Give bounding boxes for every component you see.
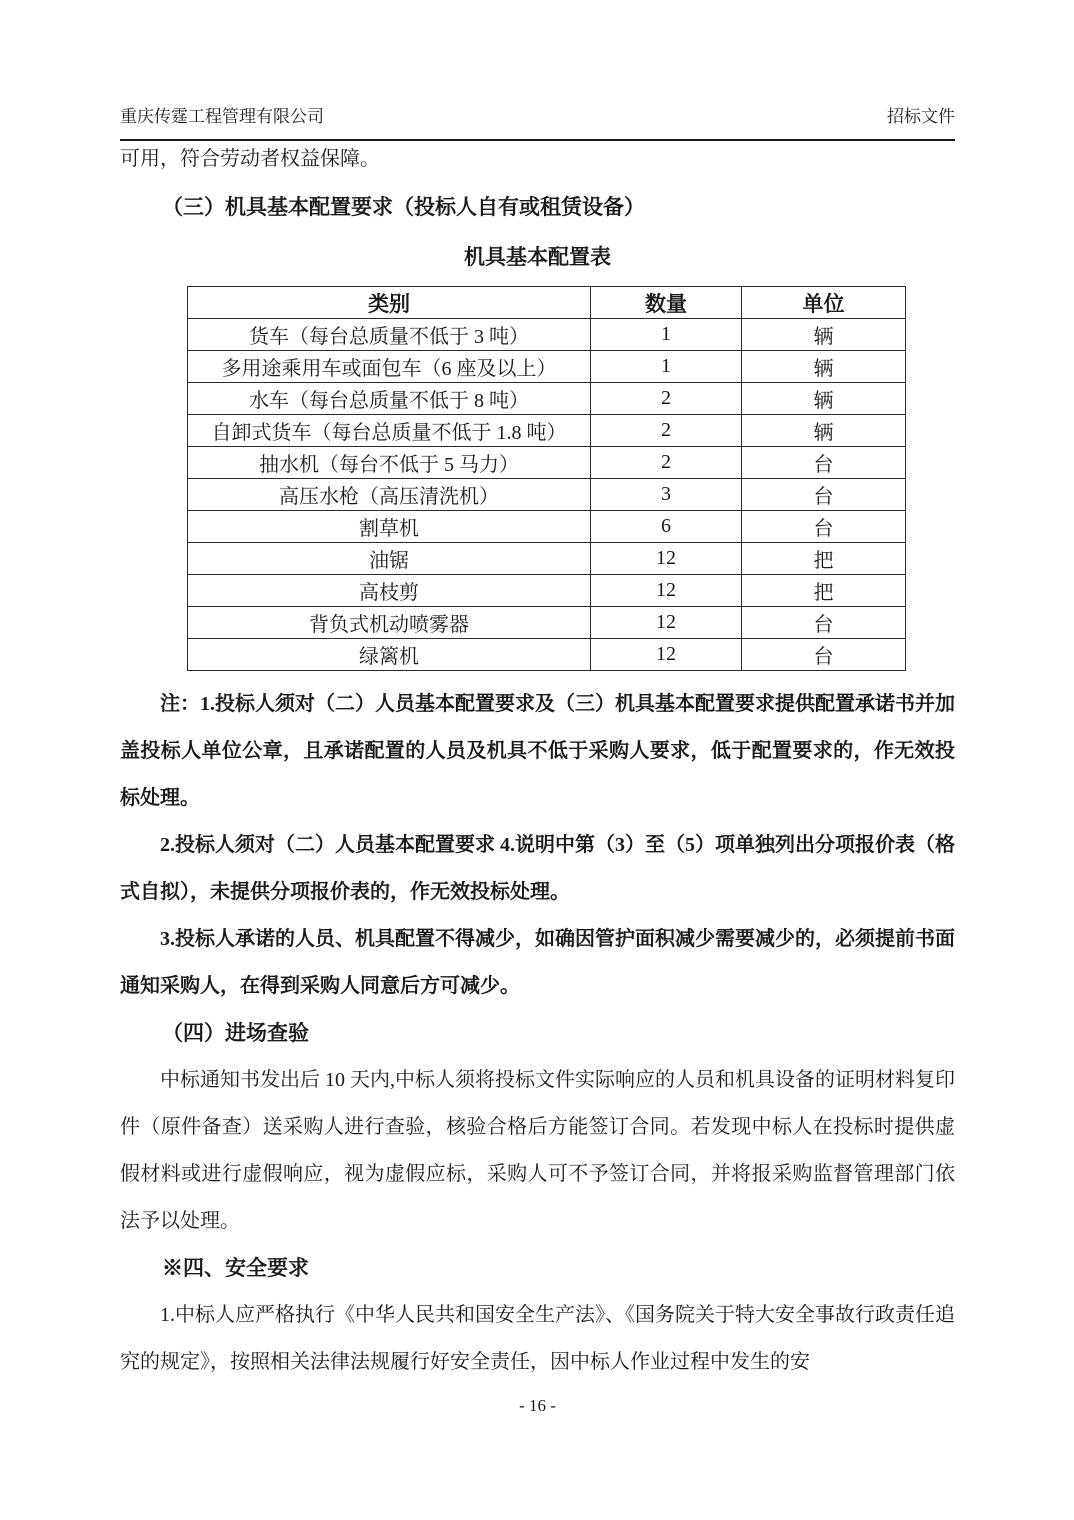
equipment-table — [187, 286, 906, 671]
quantity-cell: 12 — [591, 639, 742, 671]
section3-heading: （三）机具基本配置要求（投标人自有或租赁设备） — [162, 195, 645, 219]
page-header — [120, 104, 955, 130]
category-cell: 背负式机动喷雾器 — [188, 607, 591, 639]
unit-cell: 台 — [742, 639, 906, 671]
category-cell: 高压水枪（高压清洗机） — [188, 479, 591, 511]
table-row — [188, 415, 906, 447]
carryover-paragraph: 可用，符合劳动者权益保障。 — [120, 148, 380, 170]
column-header-unit: 单位 — [742, 287, 906, 319]
table-row — [188, 319, 906, 351]
category-cell: 货车（每台总质量不低于 3 吨） — [188, 319, 591, 351]
category-cell: 自卸式货车（每台总质量不低于 1.8 吨） — [188, 415, 591, 447]
unit-cell: 辆 — [742, 415, 906, 447]
unit-cell: 台 — [742, 607, 906, 639]
quantity-cell: 2 — [591, 447, 742, 479]
quantity-cell: 12 — [591, 543, 742, 575]
table-row — [188, 479, 906, 511]
unit-cell: 台 — [742, 511, 906, 543]
section4-paragraph: 中标通知书发出后 10 天内,中标人须将投标文件实际响应的人员和机具设备的证明材料复印件（原件备查）送采购人进行查验，核验合格后方能签订合同。若发现中标人在投标时提供虚假材料或进行虚假响应，视为虚假应标，采购人可不予签订合同，并将报采购监督管理部门依法予以处理。 — [120, 1069, 955, 1232]
table-row — [188, 447, 906, 479]
unit-cell: 辆 — [742, 319, 906, 351]
quantity-cell: 6 — [591, 511, 742, 543]
table-row — [188, 383, 906, 415]
category-cell: 多用途乘用车或面包车（6 座及以上） — [188, 351, 591, 383]
unit-cell: 把 — [742, 543, 906, 575]
column-header-category: 类别 — [188, 287, 591, 319]
note-2: 2.投标人须对（二）人员基本配置要求 4.说明中第（3）至（5）项单独列出分项报价表（格式自拟），未提供分项报价表的，作无效投标处理。 — [120, 834, 955, 903]
equipment-table-body — [188, 319, 906, 671]
category-cell: 抽水机（每台不低于 5 马力） — [188, 447, 591, 479]
quantity-cell: 2 — [591, 383, 742, 415]
table-row — [188, 607, 906, 639]
table-row — [188, 639, 906, 671]
quantity-cell: 1 — [591, 351, 742, 383]
safety-section-heading: ※四、安全要求 — [162, 1256, 309, 1280]
document-type-label: 招标文件 — [887, 107, 955, 126]
unit-cell: 辆 — [742, 351, 906, 383]
safety-section-paragraph: 1.中标人应严格执行《中华人民共和国安全生产法》、《国务院关于特大安全事故行政责任追究的规定》，按照相关法律法规履行好安全责任，因中标人作业过程中发生的安 — [120, 1304, 955, 1373]
column-header-quantity: 数量 — [591, 287, 742, 319]
table-row — [188, 575, 906, 607]
equipment-table-title: 机具基本配置表 — [464, 245, 611, 269]
quantity-cell: 1 — [591, 319, 742, 351]
company-name: 重庆传霆工程管理有限公司 — [120, 107, 324, 126]
category-cell: 油锯 — [188, 543, 591, 575]
category-cell: 绿篱机 — [188, 639, 591, 671]
note-1: 注：1.投标人须对（二）人员基本配置要求及（三）机具基本配置要求提供配置承诺书并加盖投标人单位公章，且承诺配置的人员及机具不低于采购人要求，低于配置要求的，作无效投标处理。 — [120, 693, 955, 809]
notes-and-sections — [120, 681, 955, 1386]
unit-cell: 把 — [742, 575, 906, 607]
category-cell: 水车（每台总质量不低于 8 吨） — [188, 383, 591, 415]
quantity-cell: 3 — [591, 479, 742, 511]
unit-cell: 台 — [742, 479, 906, 511]
unit-cell: 辆 — [742, 383, 906, 415]
quantity-cell: 12 — [591, 575, 742, 607]
table-header-row — [188, 287, 906, 319]
category-cell: 割草机 — [188, 511, 591, 543]
quantity-cell: 12 — [591, 607, 742, 639]
table-row — [188, 351, 906, 383]
table-row — [188, 543, 906, 575]
quantity-cell: 2 — [591, 415, 742, 447]
unit-cell: 台 — [742, 447, 906, 479]
section4-heading: （四）进场查验 — [162, 1021, 309, 1045]
note-3: 3.投标人承诺的人员、机具配置不得减少，如确因管护面积减少需要减少的，必须提前书面通知采购人，在得到采购人同意后方可减少。 — [120, 928, 955, 997]
category-cell: 高枝剪 — [188, 575, 591, 607]
page-number: - 16 - — [519, 1396, 556, 1415]
table-row — [188, 511, 906, 543]
